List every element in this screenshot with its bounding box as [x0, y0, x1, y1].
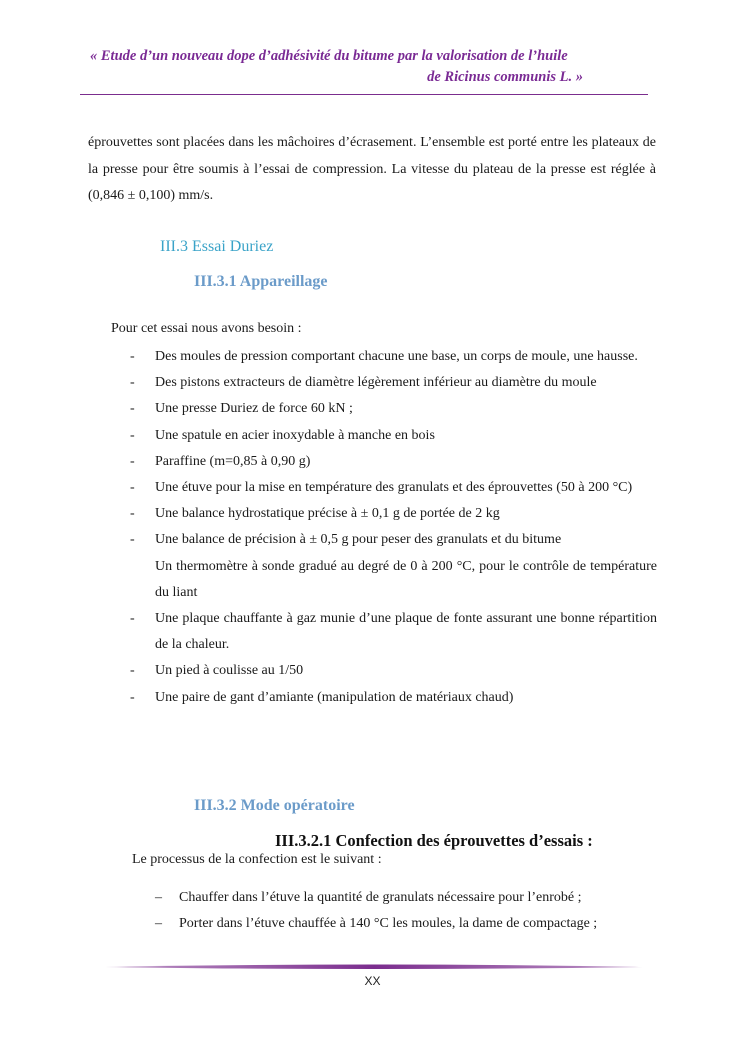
list-item-text: Un thermomètre à sonde gradué au degré de 0 à 200 °C, pour le contrôle de température du liant	[155, 558, 657, 600]
list-item	[127, 370, 657, 396]
intro-paragraph: éprouvettes sont placées dans les mâchoires d’écrasement. L’ensemble est porté entre les plateaux de la presse pour être soumis à l’essai de compression. La vitesse du plateau de la presse est réglée à (0,846 ± 0,100) mm/s.	[88, 135, 656, 203]
list-item-text: Une étuve pour la mise en température des granulats et des éprouvettes (50 à 200 °C)	[155, 480, 633, 496]
subsubsection-heading-confection: III.3.2.1 Confection des éprouvettes d’essais :	[275, 831, 593, 850]
list-item	[127, 449, 657, 475]
dash-bullet: -	[130, 480, 135, 496]
dash-bullet: -	[130, 349, 135, 364]
process-steps	[155, 885, 597, 937]
list-item	[127, 527, 657, 553]
list-item	[127, 396, 657, 422]
equipment-intro: Pour cet essai nous avons besoin :	[111, 321, 302, 336]
footer-divider	[105, 963, 643, 971]
list-item-text: Porter dans l’étuve chauffée à 140 °C les moules, la dame de compactage ;	[179, 916, 598, 931]
dash-bullet: -	[130, 401, 135, 417]
list-item-text: Une plaque chauffante à gaz munie d’une plaque de fonte assurant une bonne répartition de la chaleur.	[155, 611, 657, 653]
list-item	[155, 911, 597, 937]
list-item-text: Une paire de gant d’amiante (manipulation de matériaux chaud)	[155, 689, 514, 705]
list-item	[127, 344, 657, 370]
dash-bullet: -	[130, 506, 135, 522]
list-item-text: Une spatule en acier inoxydable à manche en bois	[155, 427, 435, 443]
list-item	[127, 658, 657, 684]
dash-bullet: –	[155, 916, 162, 931]
list-item-text: Paraffine (m=0,85 à 0,90 g)	[155, 453, 311, 469]
section-heading-essai-duriez: III.3 Essai Duriez	[160, 238, 274, 255]
page-header	[80, 46, 648, 95]
list-item	[155, 885, 597, 911]
list-item	[127, 685, 657, 711]
header-title-line1: « Etude d’un nouveau dope d’adhésivité du bitume par la valorisation de l’huile	[90, 48, 568, 64]
list-item-text: Une presse Duriez de force 60 kN ;	[155, 401, 353, 417]
dash-bullet: -	[130, 532, 135, 548]
equipment-list	[127, 344, 657, 711]
dash-bullet: -	[130, 689, 135, 705]
list-item-text: Un pied à coulisse au 1/50	[155, 663, 304, 679]
dash-bullet: -	[130, 611, 135, 627]
list-item	[127, 423, 657, 449]
process-intro: Le processus de la confection est le suivant :	[132, 852, 382, 867]
list-item	[127, 475, 657, 501]
list-item-text: Une balance de précision à ± 0,5 g pour peser des granulats et du bitume	[155, 532, 562, 548]
list-item-text: Chauffer dans l’étuve la quantité de granulats nécessaire pour l’enrobé ;	[179, 890, 582, 905]
dash-bullet: -	[130, 375, 135, 391]
dash-bullet: –	[155, 890, 162, 905]
list-item-text: Des pistons extracteurs de diamètre légèrement inférieur au diamètre du moule	[155, 375, 597, 391]
subsection-heading-mode-operatoire: III.3.2 Mode opératoire	[194, 797, 355, 814]
subsection-heading-appareillage: III.3.1 Appareillage	[194, 273, 328, 290]
dash-bullet: -	[130, 427, 135, 443]
list-item-text: Des moules de pression comportant chacune une base, un corps de moule, une hausse.	[155, 349, 638, 364]
dash-bullet: -	[130, 453, 135, 469]
dash-bullet: -	[130, 663, 135, 679]
header-title-line2: de Ricinus communis L. »	[427, 69, 583, 85]
page-number: XX	[364, 974, 381, 988]
list-item	[127, 606, 657, 658]
list-item	[127, 501, 657, 527]
list-item-text: Une balance hydrostatique précise à ± 0,1 g de portée de 2 kg	[155, 506, 500, 522]
list-item	[127, 554, 657, 606]
